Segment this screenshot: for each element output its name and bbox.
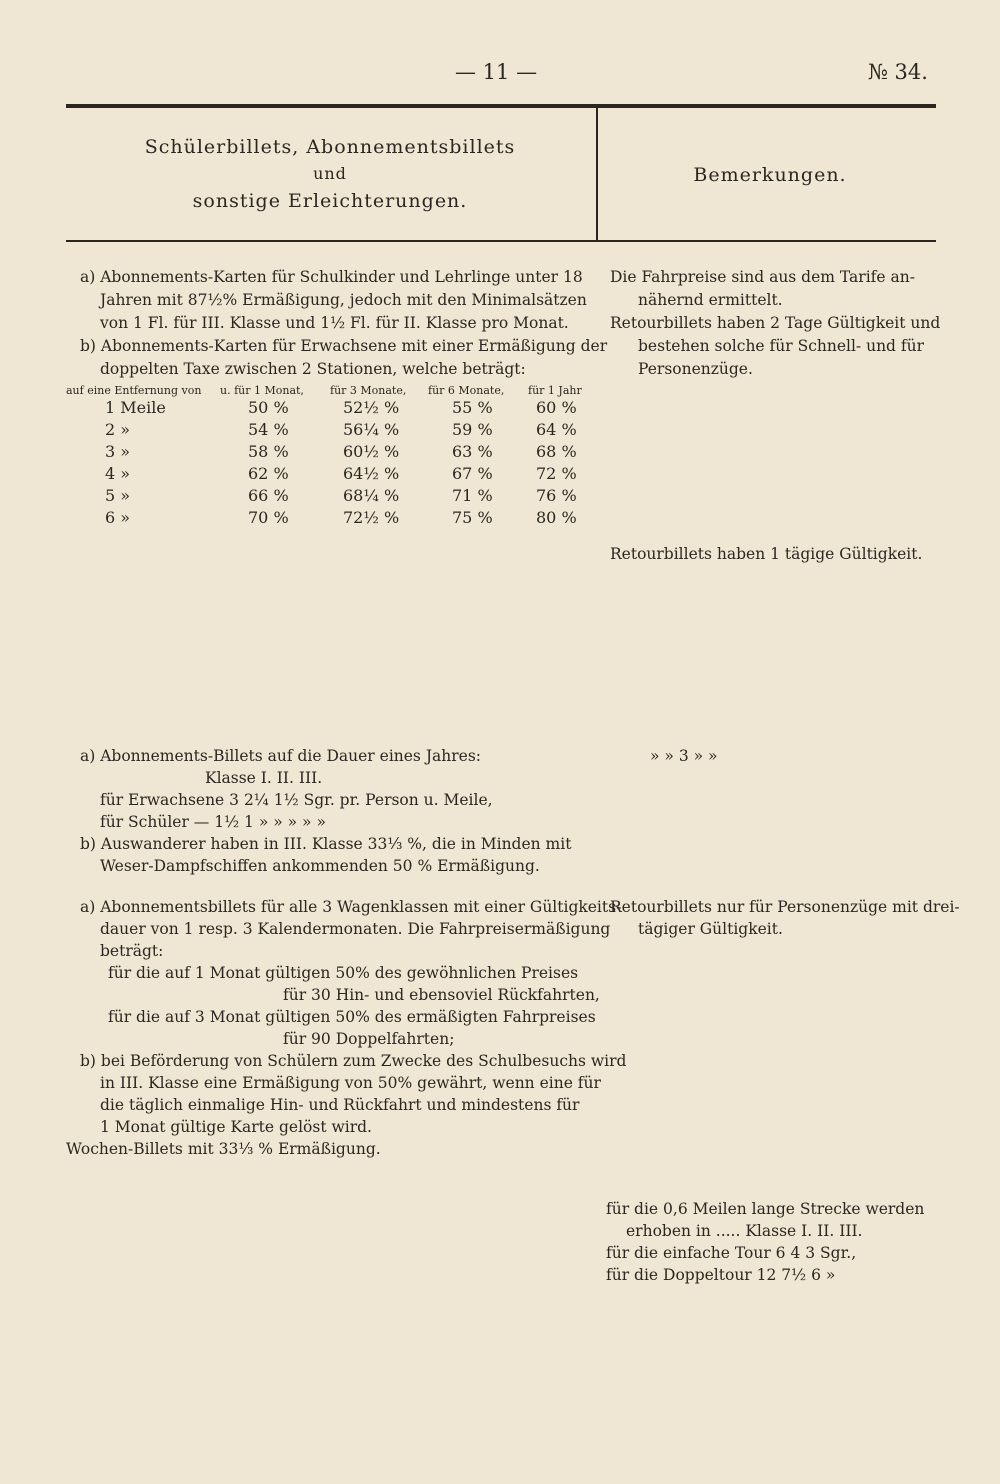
s4-line-4: für die auf 1 Monat gültigen 50% des gewöhnlichen Preises (108, 964, 579, 982)
s4-line-8: b) bei Beförderung von Schülern zum Zwecke des Schulbesuchs wird (80, 1052, 627, 1070)
dist-row-4-month6: 67 % (452, 464, 493, 483)
issue-number: № 34. (868, 60, 928, 84)
dist-row-5-year: 76 % (536, 486, 577, 505)
s6-remark-1: für die 0,6 Meilen lange Strecke werden (606, 1200, 925, 1218)
dist-row-1-month3: 52½ % (343, 398, 400, 417)
s3-table-header: Klasse I. II. III. (205, 769, 323, 787)
s4-line-6: für die auf 3 Monat gültigen 50% des ermäßigten Fahrpreises (108, 1008, 596, 1026)
s1-remark-1: Die Fahrpreise sind aus dem Tarife an- (610, 268, 915, 286)
dist-row-2-distance: 2 » (105, 420, 131, 439)
column-title-main: Schülerbillets, Abonnementsbillets (144, 136, 516, 158)
s4-line-9: in III. Klasse eine Ermäßigung von 50% gewährt, wenn eine für (100, 1074, 601, 1092)
dist-row-6-distance: 6 » (105, 508, 131, 527)
s4-line-5: für 30 Hin- und ebensoviel Rückfahrten, (283, 986, 600, 1004)
s4-line-11: 1 Monat gültige Karte gelöst wird. (100, 1118, 372, 1136)
dist-row-2-month1: 54 % (248, 420, 289, 439)
dist-row-1-year: 60 % (536, 398, 577, 417)
s3-table-row-pupils: für Schüler — 1½ 1 » » » » » (100, 813, 326, 831)
dist-row-3-month6: 63 % (452, 442, 493, 461)
column-title-main-sonstige: sonstige Erleichterungen. (192, 190, 468, 212)
s4-remark-2: tägiger Gültigkeit. (638, 920, 783, 938)
dist-row-1-distance: 1 Meile (105, 398, 166, 417)
s5-line: Wochen-Billets mit 33⅓ % Ermäßigung. (66, 1140, 381, 1158)
s4-line-7: für 90 Doppelfahrten; (283, 1030, 455, 1048)
dist-row-5-distance: 5 » (105, 486, 131, 505)
dist-row-3-distance: 3 » (105, 442, 131, 461)
dist-row-2-year: 64 % (536, 420, 577, 439)
s6-remark-2: erhoben in ..... Klasse I. II. III. (626, 1222, 863, 1240)
dist-row-5-month6: 71 % (452, 486, 493, 505)
s4-line-1: a) Abonnementsbillets für alle 3 Wagenklassen mit einer Gültigkeits- (80, 898, 622, 916)
s6-remark-4: für die Doppeltour 12 7½ 6 » (606, 1266, 836, 1284)
s3-line-1: a) Abonnements-Billets auf die Dauer eines Jahres: (80, 747, 482, 765)
dist-row-4-month3: 64½ % (343, 464, 400, 483)
dist-header-3: für 6 Monate, (428, 384, 505, 397)
dist-row-3-month3: 60½ % (343, 442, 400, 461)
dist-row-2-month6: 59 % (452, 420, 493, 439)
dist-header-0: auf eine Entfernung von (66, 384, 202, 397)
dist-row-1-month1: 50 % (248, 398, 289, 417)
s1-remark-5: Personenzüge. (638, 360, 753, 378)
s1-line-2: Jahren mit 87½% Ermäßigung, jedoch mit den Minimalsätzen (100, 291, 587, 309)
s3-table-row-adults: für Erwachsene 3 2¼ 1½ Sgr. pr. Person u. Meile, (100, 791, 493, 809)
dist-header-2: für 3 Monate, (330, 384, 407, 397)
s3-line-2: b) Auswanderer haben in III. Klasse 33⅓ %, die in Minden mit (80, 835, 572, 853)
s2-remark: Retourbillets haben 1 tägige Gültigkeit. (610, 545, 923, 563)
s4-line-3: beträgt: (100, 942, 164, 960)
column-title-main-und: und (313, 164, 347, 183)
dist-row-5-month1: 66 % (248, 486, 289, 505)
column-divider (596, 108, 598, 240)
dist-row-6-month3: 72½ % (343, 508, 400, 527)
header-bottom-rule (66, 240, 936, 242)
s3-line-3: Weser-Dampfschiffen ankommenden 50 % Ermäßigung. (100, 857, 540, 875)
s1-remark-4: bestehen solche für Schnell- und für (638, 337, 925, 355)
s1-line-4: b) Abonnements-Karten für Erwachsene mit einer Ermäßigung der (80, 337, 608, 355)
dist-row-4-year: 72 % (536, 464, 577, 483)
column-title-remarks: Bemerkungen. (693, 164, 847, 186)
dist-header-4: für 1 Jahr (528, 384, 582, 397)
page-number: — 11 — (455, 60, 538, 84)
s4-remark-1: Retourbillets nur für Personenzüge mit drei- (610, 898, 960, 916)
s1-line-1: a) Abonnements-Karten für Schulkinder und Lehrlinge unter 18 (80, 268, 583, 286)
dist-row-4-distance: 4 » (105, 464, 131, 483)
dist-row-6-month1: 70 % (248, 508, 289, 527)
dist-row-2-month3: 56¼ % (343, 420, 400, 439)
dist-row-6-year: 80 % (536, 508, 577, 527)
s4-line-2: dauer von 1 resp. 3 Kalendermonaten. Die Fahrpreisermäßigung (100, 920, 611, 938)
s1-line-3: von 1 Fl. für III. Klasse und 1½ Fl. für II. Klasse pro Monat. (100, 314, 569, 332)
dist-row-3-year: 68 % (536, 442, 577, 461)
dist-header-1: u. für 1 Monat, (220, 384, 304, 397)
s6-remark-3: für die einfache Tour 6 4 3 Sgr., (606, 1244, 857, 1262)
dist-row-1-month6: 55 % (452, 398, 493, 417)
s4-line-10: die täglich einmalige Hin- und Rückfahrt und mindestens für (100, 1096, 580, 1114)
top-rule (66, 104, 936, 108)
dist-row-5-month3: 68¼ % (343, 486, 400, 505)
dist-row-4-month1: 62 % (248, 464, 289, 483)
s1-remark-3: Retourbillets haben 2 Tage Gültigkeit und (610, 314, 941, 332)
dist-row-6-month6: 75 % (452, 508, 493, 527)
s1-line-5: doppelten Taxe zwischen 2 Stationen, welche beträgt: (100, 360, 526, 378)
s3-remark: » » 3 » » (650, 747, 718, 765)
dist-row-3-month1: 58 % (248, 442, 289, 461)
s1-remark-2: nähernd ermittelt. (638, 291, 783, 309)
